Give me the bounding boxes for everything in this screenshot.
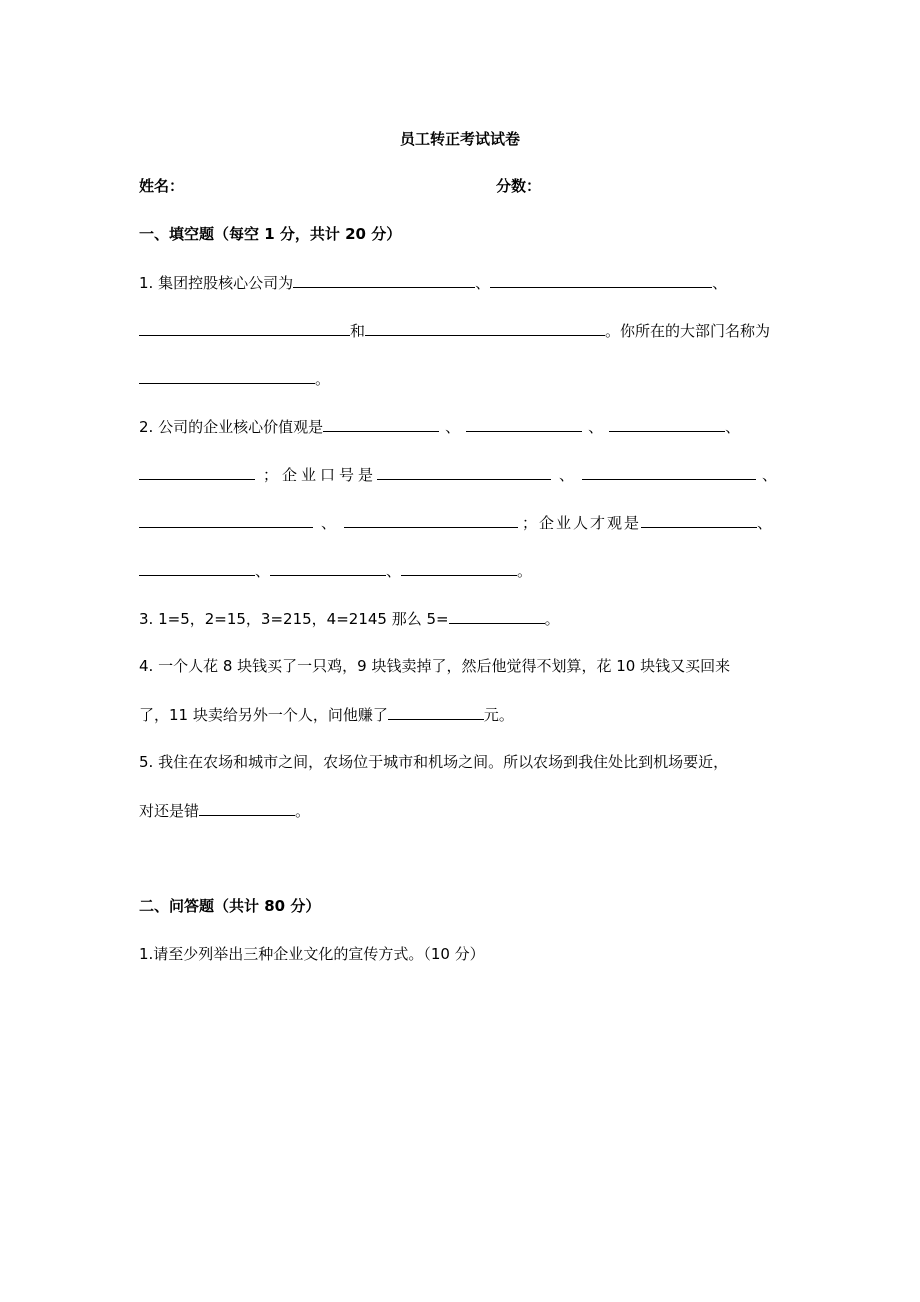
q3-text: 3. 1=5，2=15，3=215，4=2145 那么 5= (139, 610, 449, 628)
q1-blank-4[interactable] (365, 320, 605, 336)
q4-blank[interactable] (388, 704, 484, 720)
q3-line (139, 608, 560, 629)
q2-blank[interactable] (270, 560, 386, 576)
q2-slogan-label: ；企业口号是 (263, 466, 378, 484)
q2-blank[interactable] (609, 416, 725, 432)
q2-sep: 、 (757, 514, 773, 532)
q2-blank[interactable] (466, 416, 582, 432)
q2-talent-label: ；企业人才观是 (522, 514, 642, 532)
q1-text-start: 1. 集团控股核心公司为 (139, 274, 294, 292)
q4-text: 了，11 块卖给另外一个人，问他赚了 (139, 706, 388, 724)
score-label: 分数： (496, 177, 542, 195)
q5-line1: 5. 我住在农场和城市之间，农场位于城市和机场之间。所以农场到我住处比到机场要近， (139, 753, 729, 771)
section2-q1: 1.请至少列举出三种企业文化的宣传方式。（10 分） (139, 945, 485, 963)
q2-period: 。 (517, 562, 533, 580)
q5-line2 (139, 800, 310, 821)
q5-text: 对还是错 (139, 802, 200, 820)
q2-blank[interactable] (139, 464, 255, 480)
q1-line1 (139, 272, 727, 293)
section2-heading: 二、问答题（共计 80 分） (139, 897, 321, 915)
q1-period: 。 (315, 370, 331, 388)
q2-line2 (139, 464, 777, 485)
q2-blank[interactable] (582, 464, 756, 480)
q1-and: 和 (350, 322, 366, 340)
q2-sep: 、 (588, 418, 604, 436)
q2-sep: 、 (386, 562, 402, 580)
q1-sep: 、 (475, 274, 491, 292)
q1-blank-1[interactable] (293, 272, 475, 288)
q2-sep: 、 (321, 514, 337, 532)
q1-blank-2[interactable] (490, 272, 712, 288)
q2-sep: 、 (559, 466, 575, 484)
q2-sep: 、 (255, 562, 271, 580)
q2-blank[interactable] (401, 560, 517, 576)
q2-sep: 、 (725, 418, 741, 436)
q2-line4 (139, 560, 532, 581)
q2-blank[interactable] (377, 464, 551, 480)
section1-heading: 一、填空题（每空 1 分，共计 20 分） (139, 225, 402, 243)
q1-sep: 、 (712, 274, 728, 292)
q2-blank[interactable] (641, 512, 757, 528)
q2-blank[interactable] (323, 416, 439, 432)
q2-sep: 、 (762, 466, 778, 484)
q4-unit: 元。 (483, 706, 514, 724)
q1-blank-5[interactable] (139, 368, 315, 384)
q5-period: 。 (295, 802, 311, 820)
q3-period: 。 (544, 610, 560, 628)
q1-text-end: 。你所在的大部门名称为 (605, 322, 771, 340)
q4-line1: 4. 一个人花 8 块钱买了一只鸡，9 块钱卖掉了，然后他觉得不划算，花 10 块钱又买回来 (139, 657, 731, 675)
q4-line2 (139, 704, 514, 725)
q2-blank[interactable] (139, 560, 255, 576)
q2-line1 (139, 416, 740, 437)
page-title: 员工转正考试试卷 (399, 130, 520, 148)
q3-blank[interactable] (449, 608, 545, 624)
q2-blank[interactable] (139, 512, 313, 528)
q1-line2 (139, 320, 770, 341)
name-label: 姓名： (139, 177, 185, 195)
q5-blank[interactable] (199, 800, 295, 816)
q2-sep: 、 (445, 418, 461, 436)
q1-blank-3[interactable] (139, 320, 350, 336)
q2-line3 (139, 512, 772, 533)
q2-text-start: 2. 公司的企业核心价值观是 (139, 418, 324, 436)
q1-line3 (139, 368, 330, 389)
q2-blank[interactable] (344, 512, 518, 528)
